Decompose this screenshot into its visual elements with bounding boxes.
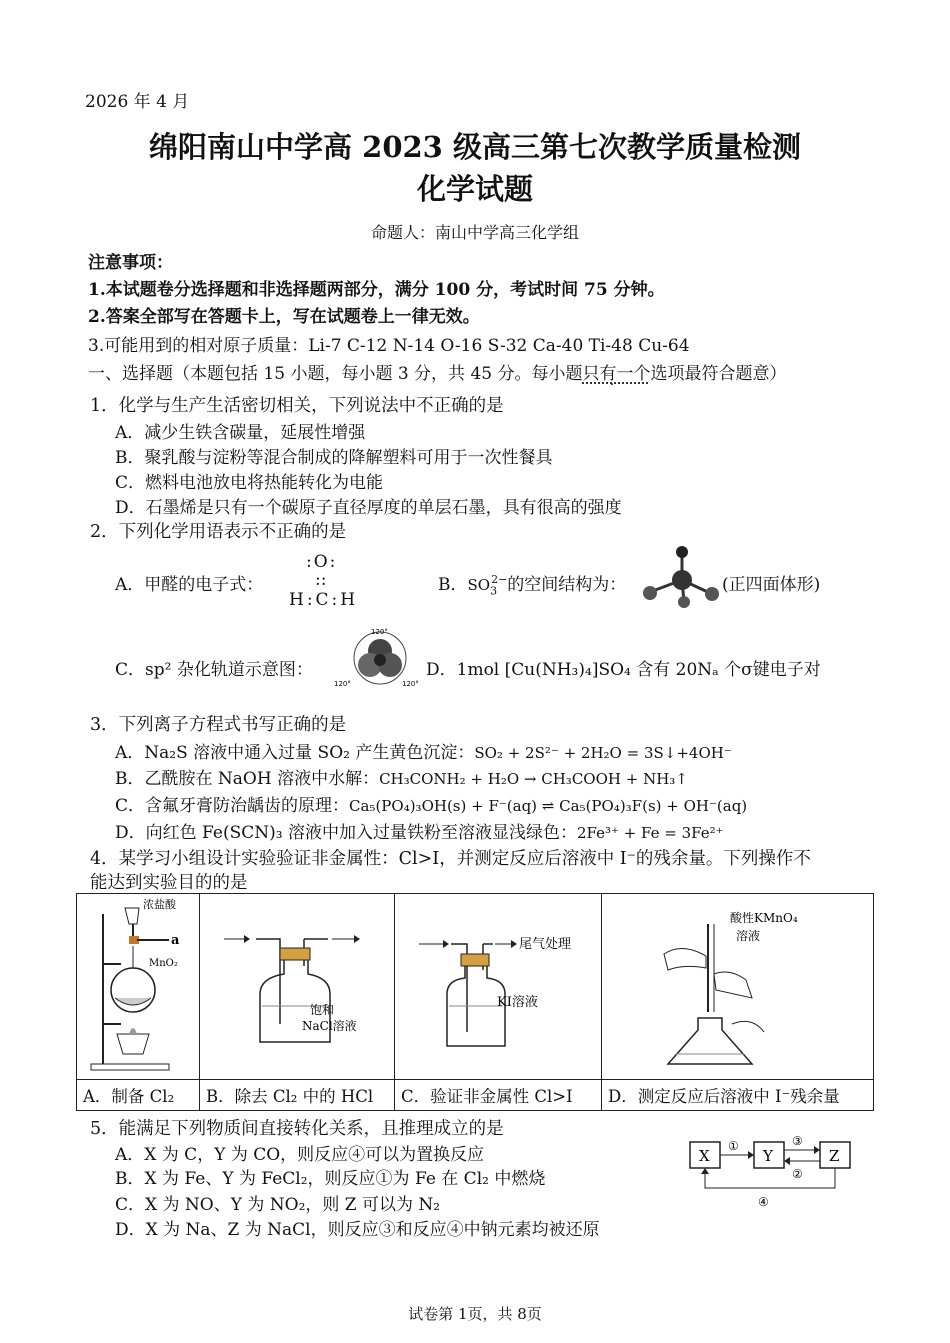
notes-heading: 注意事项：	[88, 253, 173, 273]
q5-option-b: B．X 为 Fe、Y 为 FeCl₂，则反应①为 Fe 在 Cl₂ 中燃烧	[115, 1169, 546, 1189]
figure-d-cell	[602, 894, 874, 1080]
section-suffix: 选项最符合题意）	[650, 364, 787, 384]
q1-option-a: A．减少生铁含碳量，延展性增强	[115, 423, 366, 443]
q2-b-ion: SO	[467, 576, 491, 594]
caption-d: D．测定反应后溶液中 I⁻残余量	[602, 1080, 874, 1111]
section-prefix: 一、选择题（本题包括 15 小题，每小题 3 分，共 45 分。每小题	[88, 364, 583, 384]
exam-author: 命题人：南山中学高三化学组	[370, 223, 579, 242]
exam-title: 绵阳南山中学高 2023 级高三第七次教学质量检测	[149, 130, 801, 164]
q5-option-d: D．X 为 Na、Z 为 NaCl，则反应③和反应④中钠元素均被还原	[115, 1220, 600, 1240]
q3-c-text: C．含氟牙膏防治龋齿的原理：	[115, 796, 350, 816]
fig-c-label-ki: KI溶液	[497, 995, 538, 1010]
reaction-3: ③	[792, 1134, 803, 1148]
experiment-table	[76, 893, 874, 1111]
ki-bottle-image	[395, 894, 599, 1078]
nacl-wash-bottle-image	[200, 894, 392, 1078]
lewis-o: :O:	[306, 552, 338, 572]
fig-a-label-mno2: MnO₂	[149, 958, 178, 969]
fig-a-label-acid: 浓盐酸	[143, 898, 176, 911]
figure-a-cell	[77, 894, 200, 1080]
exam-date: 2026 年 4 月	[85, 92, 190, 112]
caption-a: A．制备 Cl₂	[77, 1080, 200, 1111]
q2-b-sub: 3	[490, 584, 498, 598]
q2-b-sup: 2−	[491, 573, 508, 587]
reaction-1: ①	[728, 1139, 739, 1153]
caption-b: B．除去 Cl₂ 中的 HCl	[200, 1080, 395, 1111]
fig-b-label-saturated: 饱和	[310, 1003, 335, 1017]
node-y: Y	[763, 1147, 773, 1165]
node-x: X	[699, 1147, 710, 1165]
figure-b-cell	[200, 894, 395, 1080]
lewis-bond: ::	[315, 570, 327, 590]
fig-d-label-solution: 溶液	[736, 929, 761, 943]
q3-option-d	[115, 818, 724, 843]
q1-stem: 1．化学与生产生活密切相关，下列说法中不正确的是	[90, 396, 504, 416]
q5-option-a: A．X 为 C，Y 为 CO，则反应④可以为置换反应	[115, 1145, 485, 1165]
note-item: 1.本试题卷分选择题和非选择题两部分，满分 100 分，考试时间 75 分钟。	[88, 280, 665, 300]
q3-a-equation: SO₂ + 2S²⁻ + 2H₂O = 3S↓+4OH⁻	[474, 744, 732, 762]
chlorine-generator-image	[77, 894, 197, 1078]
q2-b	[438, 570, 626, 597]
q3-d-equation: 2Fe³⁺ + Fe = 3Fe²⁺	[576, 824, 724, 842]
q2-b-text: 的空间结构为：	[507, 575, 627, 595]
q3-b-equation: CH₃CONH₂ + H₂O → CH₃COOH + NH₃↑	[379, 770, 688, 788]
section-heading	[88, 359, 787, 384]
q1-option-d: D．石墨烯是只有一个碳原子直径厚度的单层石墨，具有很高的强度	[115, 498, 622, 518]
conversion-diagram	[686, 1130, 858, 1212]
angle-label-2: 120°	[334, 680, 351, 688]
q3-stem: 3．下列离子方程式书写正确的是	[90, 715, 347, 735]
sulfite-model-image	[636, 540, 722, 608]
q4-stem-line2: 能达到实验目的的是	[90, 873, 248, 893]
q2-a-label: A．甲醛的电子式：	[115, 575, 264, 595]
q3-a-text: A．Na₂S 溶液中通入过量 SO₂ 产生黄色沉淀：	[115, 743, 475, 763]
q3-option-a	[115, 738, 732, 763]
q3-option-b	[115, 764, 688, 789]
q2-b-label: B．	[438, 575, 468, 595]
reaction-4: ④	[758, 1195, 769, 1209]
exam-subject: 化学试题	[416, 172, 533, 206]
q2-b-note: (正四面体形)	[722, 575, 821, 595]
reaction-2: ②	[792, 1167, 803, 1181]
caption-c: C．验证非金属性 Cl>I	[395, 1080, 602, 1111]
titration-image	[602, 894, 872, 1078]
q1-option-b: B．聚乳酸与淀粉等混合制成的降解塑料可用于一次性餐具	[115, 448, 553, 468]
sp2-orbital-image	[332, 626, 428, 690]
q3-b-text: B．乙酰胺在 NaOH 溶液中水解：	[115, 769, 380, 789]
q2-stem: 2．下列化学用语表示不正确的是	[90, 522, 347, 542]
angle-label-1: 120°	[371, 628, 388, 636]
q3-c-equation: Ca₅(PO₄)₃OH(s) + F⁻(aq) ⇌ Ca₅(PO₄)₃F(s) + OH⁻(aq)	[349, 797, 748, 815]
lewis-hch: H:C:H	[289, 590, 359, 610]
q4-stem-line1: 4．某学习小组设计实验验证非金属性：Cl>I，并测定反应后溶液中 I⁻的残余量。下列操作不	[90, 849, 811, 869]
q2-d: D．1mol [Cu(NH₃)₄]SO₄ 含有 20Nₐ 个σ键电子对	[426, 660, 821, 680]
angle-label-3: 120°	[402, 680, 419, 688]
note-item: 3.可能用到的相对原子质量：Li-7 C-12 N-14 O-16 S-32 Ca-40 Ti-48 Cu-64	[88, 336, 690, 356]
figure-c-cell	[395, 894, 602, 1080]
q3-d-text: D．向红色 Fe(SCN)₃ 溶液中加入过量铁粉至溶液显浅绿色：	[115, 823, 577, 843]
fig-b-label-nacl: NaCl溶液	[302, 1019, 357, 1033]
fig-d-label-kmno4: 酸性KMnO₄	[730, 911, 798, 925]
page-footer: 试卷第 1页，共 8页	[408, 1305, 542, 1323]
fig-a-label-a: a	[171, 933, 180, 948]
q5-stem: 5．能满足下列物质间直接转化关系，且推理成立的是	[90, 1119, 504, 1139]
q2-c-label: C．sp² 杂化轨道示意图：	[115, 660, 313, 680]
section-emphasis: 只有一个	[582, 364, 651, 384]
node-z: Z	[829, 1147, 840, 1165]
fig-c-label-tail: 尾气处理	[519, 937, 572, 952]
q1-option-c: C．燃料电池放电将热能转化为电能	[115, 473, 384, 493]
q3-option-c	[115, 791, 747, 816]
q5-option-c: C．X 为 NO、Y 为 NO₂，则 Z 可以为 N₂	[115, 1195, 441, 1215]
note-item: 2.答案全部写在答题卡上，写在试题卷上一律无效。	[88, 307, 480, 327]
